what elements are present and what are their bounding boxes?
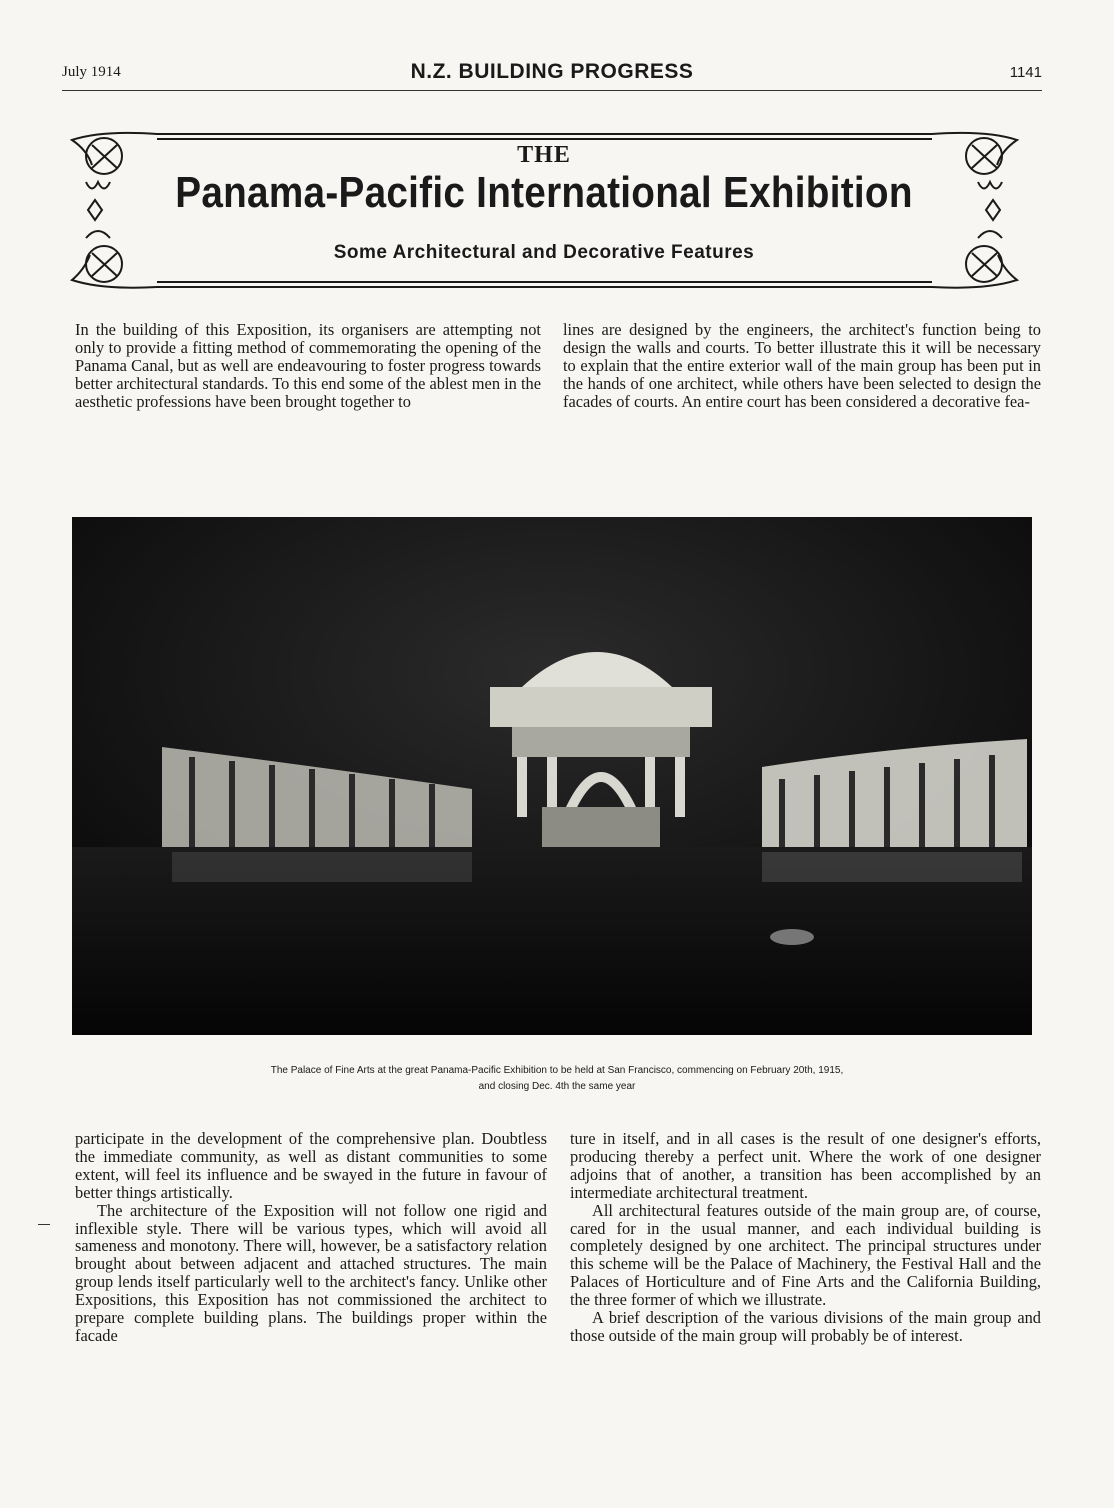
- paragraph: A brief description of the various divisions of the main group and those outside of the main group will probably be of interest.: [570, 1308, 1041, 1345]
- running-header: [62, 60, 1042, 91]
- photo-caption: [120, 1063, 994, 1095]
- margin-mark: [38, 1224, 50, 1225]
- palace-of-fine-arts-photo: [72, 517, 1032, 1035]
- publication-title: N.Z. BUILDING PROGRESS: [410, 60, 694, 83]
- paragraph: participate in the development of the comprehensive plan. Doubtless the immediate community, as well as distant communities to some extent, will feel its influence and be swayed in the future in favour of better things artistically.: [75, 1129, 547, 1202]
- title-banner: [62, 120, 1026, 296]
- text-column-4: [570, 1130, 1041, 1345]
- caption-line-1: The Palace of Fine Arts at the great Panama-Pacific Exhibition to be held at San Francisco, commencing on February 20th, 1915,: [270, 1065, 844, 1076]
- paragraph: In the building of this Exposition, its organisers are attempting not only to provide a fitting method of commemorating the opening of the Panama Canal, but as well are endeavouring to foster progress towards better architectural standards. To this end some of the ablest men in the aesthetic professions have been brought together to: [75, 320, 541, 411]
- page-number: 1141: [1009, 64, 1042, 81]
- paragraph: The architecture of the Exposition will not follow one rigid and inflexible style. There will be various types, which will avoid all sameness and monotony. There will, however, be a satisfactory relation brought about between adjacent and attached structures. The main group lends itself particularly well to the architect's fancy. Unlike other Expositions, this Exposition has not commissioned the architect to prepare complete building plans. The buildings proper within the facade: [75, 1200, 547, 1345]
- text-column-1: [75, 321, 541, 411]
- paragraph: ture in itself, and in all cases is the result of one designer's efforts, producing thereby a perfect unit. Where the work of one designer adjoins that of another, a transition has been accomplished by an intermediate architectural treatment.: [570, 1129, 1041, 1202]
- article-subtitle: Some Architectural and Decorative Features: [333, 242, 755, 263]
- palace-illustration-icon: [72, 517, 1032, 1035]
- paragraph: All architectural features outside of the main group are, of course, cared for in the usual manner, and each individual building is completely designed by one architect. The principal structures under this scheme will be the Palace of Machinery, the Festival Hall and the Palaces of Horticulture and of Fine Arts and the California Building, the three former of which we illustrate.: [570, 1200, 1041, 1310]
- paragraph: lines are designed by the engineers, the architect's function being to design the walls and courts. To better illustrate this it will be necessary to explain that the entire exterior wall of the main group has been put in the hands of one architect, while others have been selected to design the facades of courts. An entire court has been considered a decorative fea-: [563, 320, 1041, 411]
- text-column-2: [563, 321, 1041, 411]
- banner-the: THE: [517, 142, 571, 168]
- text-column-3: [75, 1130, 547, 1345]
- caption-line-2: and closing Dec. 4th the same year: [478, 1081, 636, 1092]
- article-title: Panama-Pacific International Exhibition: [175, 168, 913, 217]
- issue-date: July 1914: [62, 64, 121, 80]
